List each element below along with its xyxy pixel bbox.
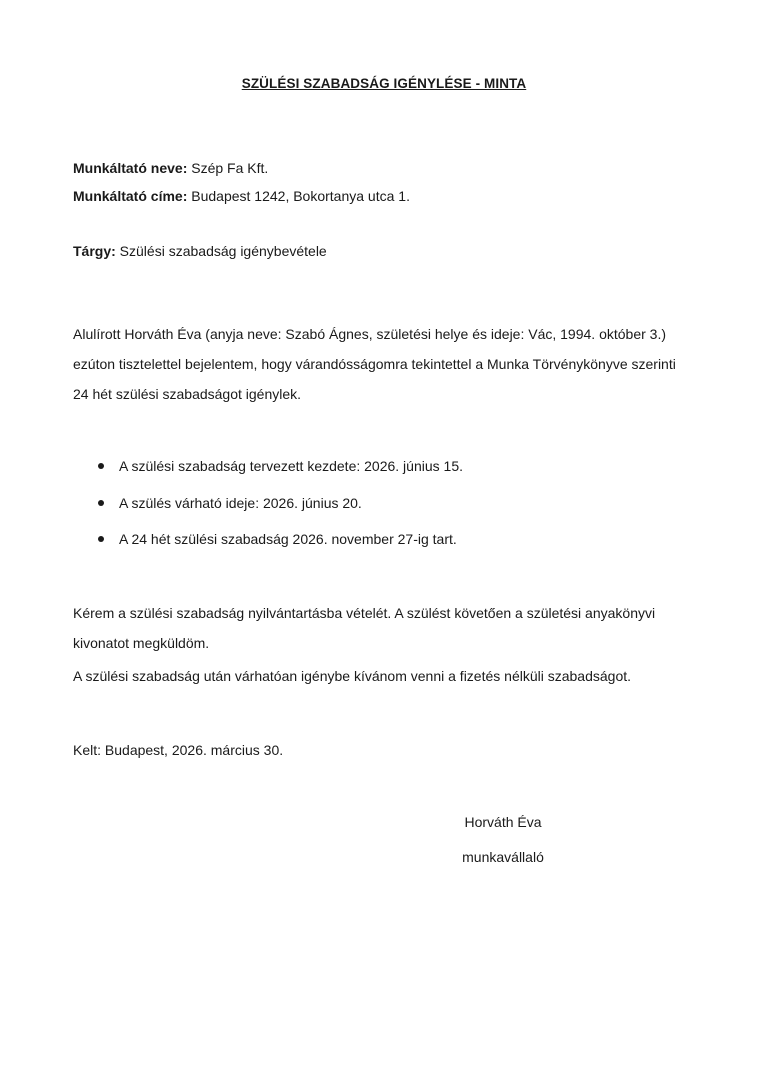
list-item-text: A szülési szabadság tervezett kezdete: 2026. június 15. [119,458,463,474]
list-item-text: A 24 hét szülési szabadság 2026. november 27-ig tart. [119,531,457,547]
bullet-icon [98,500,104,506]
request-line: Kérem a szülési szabadság nyilvántartásba vételét. A szülést követően a születési anyakönyvi [73,605,656,621]
request-line: kivonatot megküldöm. [73,635,210,651]
employer-name-line [73,159,268,177]
subject-label: Tárgy: [73,243,116,259]
body-line: 24 hét szülési szabadságot igénylek. [73,386,302,402]
list-item-text: A szülés várható ideje: 2026. június 20. [119,494,362,511]
employer-address-value: Budapest 1242, Bokortanya utca 1. [187,188,410,204]
employer-name-label: Munkáltató neve: [73,160,188,176]
signature-name: Horváth Éva [464,814,542,830]
bullet-icon [98,536,104,542]
list-item [73,528,463,565]
request-paragraph [73,598,713,658]
unpaid-leave-line: A szülési szabadság után várhatóan igénybe kívánom venni a fizetés nélküli szabadságot. [73,668,632,684]
subject-line [73,242,327,260]
list-item [73,455,463,492]
body-line: ezúton tisztelettel bejelentem, hogy várandósságomra tekintettel a Munka Törvénykönyve szerinti [73,356,676,372]
body-line: Alulírott Horváth Éva (anyja neve: Szabó Ágnes, születési helye és ideje: Vác, 1994. október 3.) [73,326,666,342]
employer-address-label: Munkáltató címe: [73,188,188,204]
subject-value: Szülési szabadság igénybevétele [115,243,327,259]
employer-address-line [73,187,410,205]
employer-name-value: Szép Fa Kft. [187,160,269,176]
list-item [73,492,463,529]
document-title: SZÜLÉSI SZABADSÁG IGÉNYLÉSE - MINTA [241,76,527,91]
bullet-icon [98,463,104,469]
body-paragraph [73,319,713,409]
leave-details-list [73,455,463,565]
date-place-line: Kelt: Budapest, 2026. március 30. [73,742,284,758]
signature-role: munkavállaló [462,849,544,865]
